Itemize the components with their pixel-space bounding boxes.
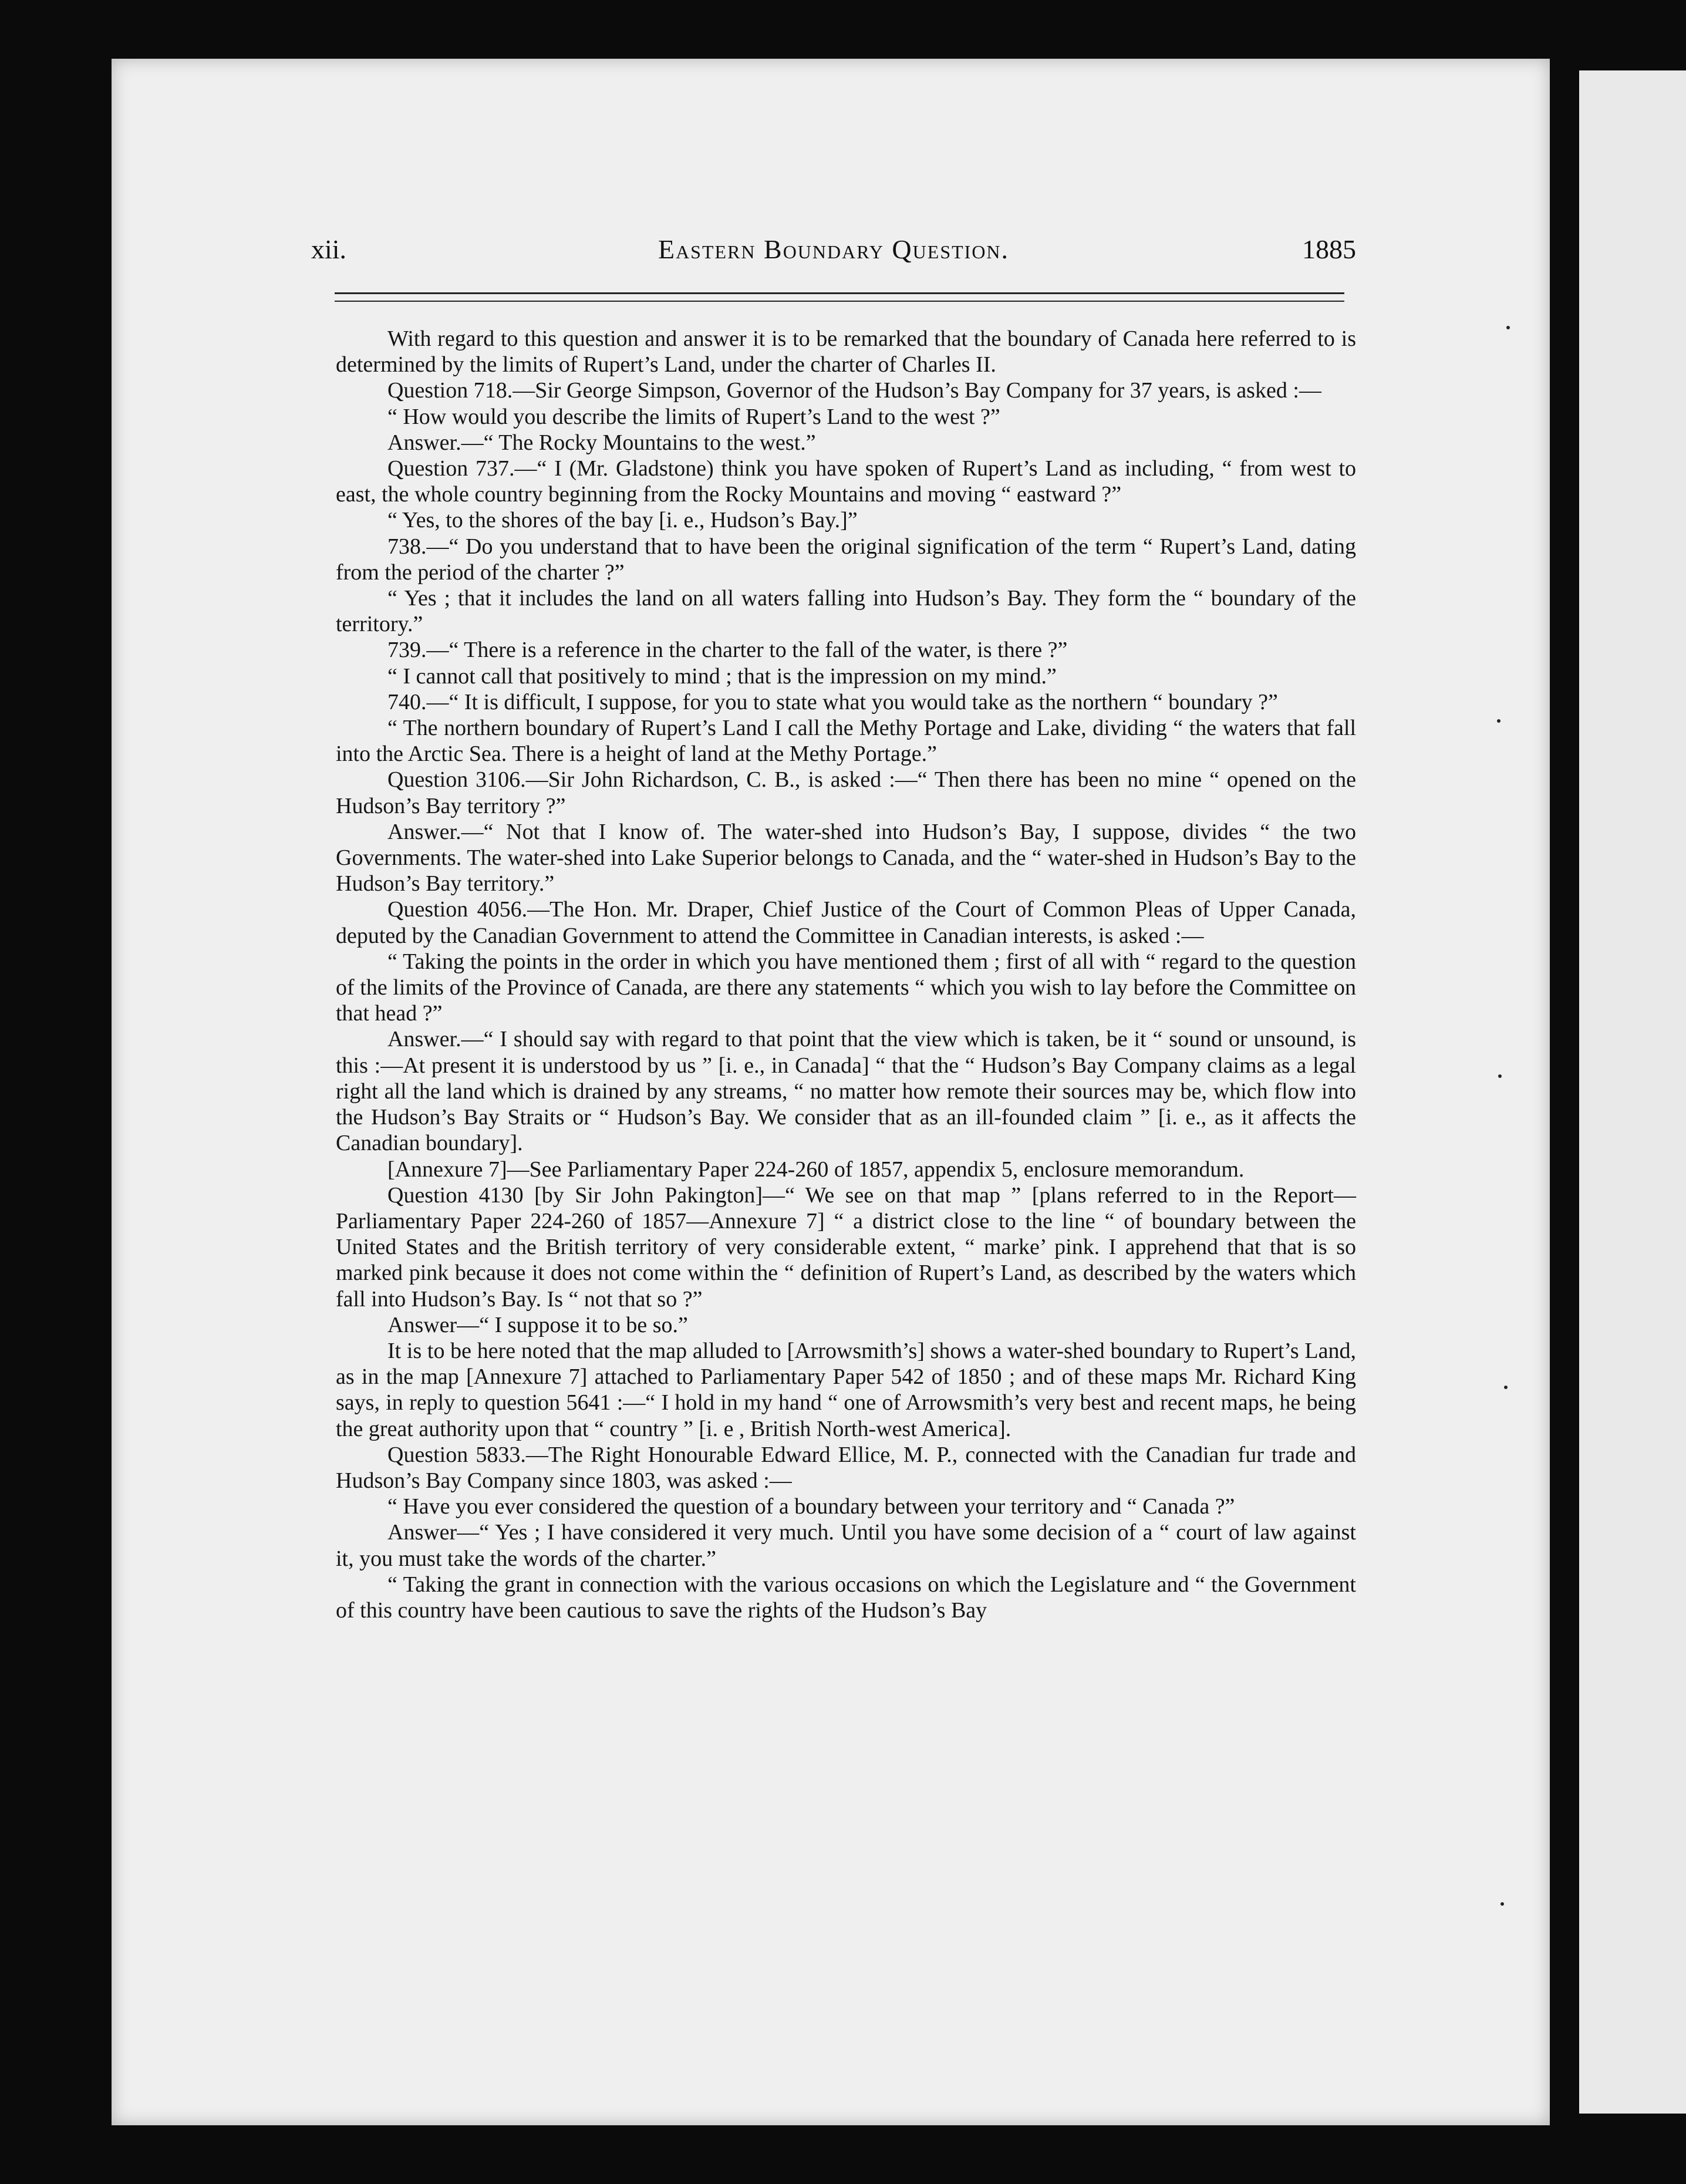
scan-speck <box>1497 719 1500 723</box>
scan-speck <box>1504 1386 1508 1389</box>
paragraph: 739.—“ There is a reference in the charter to the fall of the water, is there ?” <box>387 638 1068 663</box>
paragraph: Question 718.—Sir George Simpson, Governor of the Hudson’s Bay Company for 37 years, is asked :— <box>387 378 1321 403</box>
paragraph: Answer.—“ The Rocky Mountains to the west.” <box>387 430 816 455</box>
paragraph: Answer—“ Yes ; I have considered it very much. Until you have some decision of a “ court of law against it, you must take the words of the charter.” <box>336 1520 1356 1571</box>
paragraph: “ Taking the points in the order in which you have mentioned them ; first of all with “ regard to the question of the limits of the Province of Canada, are there any statements “ which you wish to lay before the Committee on that head ?” <box>336 949 1356 1026</box>
scan-speck <box>1500 1902 1504 1906</box>
paragraph: “ I cannot call that positively to mind ; that is the impression on my mind.” <box>387 663 1057 689</box>
paragraph: “ The northern boundary of Rupert’s Land I call the Methy Portage and Lake, dividing “ the waters that fall into the Arctic Sea. There is a height of land at the Methy Portage.” <box>336 716 1356 767</box>
scan-speck <box>1506 326 1510 329</box>
paragraph: “ Yes, to the shores of the bay [i. e., Hudson’s Bay.]” <box>387 508 858 533</box>
paragraph: Answer.—“ I should say with regard to that point that the view which is taken, be it “ sound or unsound, is this :—At present it is understood by us ” [i. e., in Canada] “ that the “ Hudson’s Bay Company claims as a legal right all the land which is drained by any streams, “ no matter how remote their sources may be, which flow into the Hudson’s Bay Straits or “ Hudson’s Bay. We consider that as an ill-founded claim ” [i. e., as it affects the Canadian boundary]. <box>336 1027 1356 1156</box>
running-header <box>311 234 1356 269</box>
header-rule-top <box>335 292 1344 294</box>
paragraph: “ How would you describe the limits of Rupert’s Land to the west ?” <box>387 404 1000 429</box>
header-rule-bottom <box>335 301 1344 302</box>
paragraph: It is to be here noted that the map alluded to [Arrowsmith’s] shows a water-shed boundary to Rupert’s Land, as in the map [Annexure 7] attached to Parliamentary Paper 542 of 1850 ; and of these maps Mr. Richard King says, in reply to question 5641 :—“ I hold in my hand “ one of Arrowsmith’s very best and recent maps, he being the great authority upon that “ country ” [i. e , British North-west America]. <box>336 1338 1356 1441</box>
paragraph: Question 4130 [by Sir John Pakington]—“ We see on that map ” [plans referred to in the Report—Parliamentary Paper 224-260 of 1857—Annexure 7] “ a district close to the line “ of boundary between the United States and the British territory of very considerable extent, “ marke’ pink. I apprehend that that is so marked pink because it does not come within the “ definition of Rupert’s Land, as described by the waters which fall into Hudson’s Bay. Is “ not that so ?” <box>336 1182 1356 1312</box>
header-year: 1885 <box>1302 234 1356 264</box>
page-number: xii. <box>311 234 347 264</box>
paragraph: Question 737.—“ I (Mr. Gladstone) think you have spoken of Rupert’s Land as including, “ from west to east, the whole country beginning from the Rocky Mountains and moving “ eastward ?” <box>336 456 1356 507</box>
paragraph: [Annexure 7]—See Parliamentary Paper 224-260 of 1857, appendix 5, enclosure memorandum. <box>387 1157 1245 1182</box>
running-title: Eastern Boundary Question. <box>657 234 1010 264</box>
paragraph: “ Have you ever considered the question of a boundary between your territory and “ Canada ?” <box>387 1494 1235 1519</box>
paragraph: Question 5833.—The Right Honourable Edward Ellice, M. P., connected with the Canadian fur trade and Hudson’s Bay Company since 1803, was asked :— <box>336 1442 1356 1493</box>
paragraph: 740.—“ It is difficult, I suppose, for you to state what you would take as the northern “ boundary ?” <box>387 689 1278 714</box>
paragraph: “ Taking the grant in connection with the various occasions on which the Legislature and “ the Government of this country have been cautious to save the rights of the Hudson’s Bay <box>336 1572 1356 1623</box>
scan-speck <box>1498 1074 1502 1078</box>
paragraph: Answer.—“ Not that I know of. The water-shed into Hudson’s Bay, I suppose, divides “ the two Governments. The water-shed into Lake Superior belongs to Canada, and the “ water-shed in Hudson’s Bay to the Hudson’s Bay territory.” <box>336 819 1356 896</box>
body-text <box>336 326 1356 1623</box>
paragraph: With regard to this question and answer it is to be remarked that the boundary of Canada here referred to is determined by the limits of Rupert’s Land, under the charter of Charles II. <box>336 326 1356 378</box>
paragraph: Question 3106.—Sir John Richardson, C. B., is asked :—“ Then there has been no mine “ opened on the Hudson’s Bay territory ?” <box>336 767 1356 818</box>
paragraph: 738.—“ Do you understand that to have been the original signification of the term “ Rupert’s Land, dating from the period of the charter ?” <box>336 534 1356 585</box>
paragraph: “ Yes ; that it includes the land on all waters falling into Hudson’s Bay. They form the “ boundary of the territory.” <box>336 586 1356 637</box>
paragraph: Answer—“ I suppose it to be so.” <box>387 1312 688 1337</box>
paragraph: Question 4056.—The Hon. Mr. Draper, Chief Justice of the Court of Common Pleas of Upper Canada, deputed by the Canadian Government to attend the Committee in Canadian interests, is asked :— <box>336 897 1356 948</box>
adjacent-page-edge <box>1579 70 1686 2114</box>
